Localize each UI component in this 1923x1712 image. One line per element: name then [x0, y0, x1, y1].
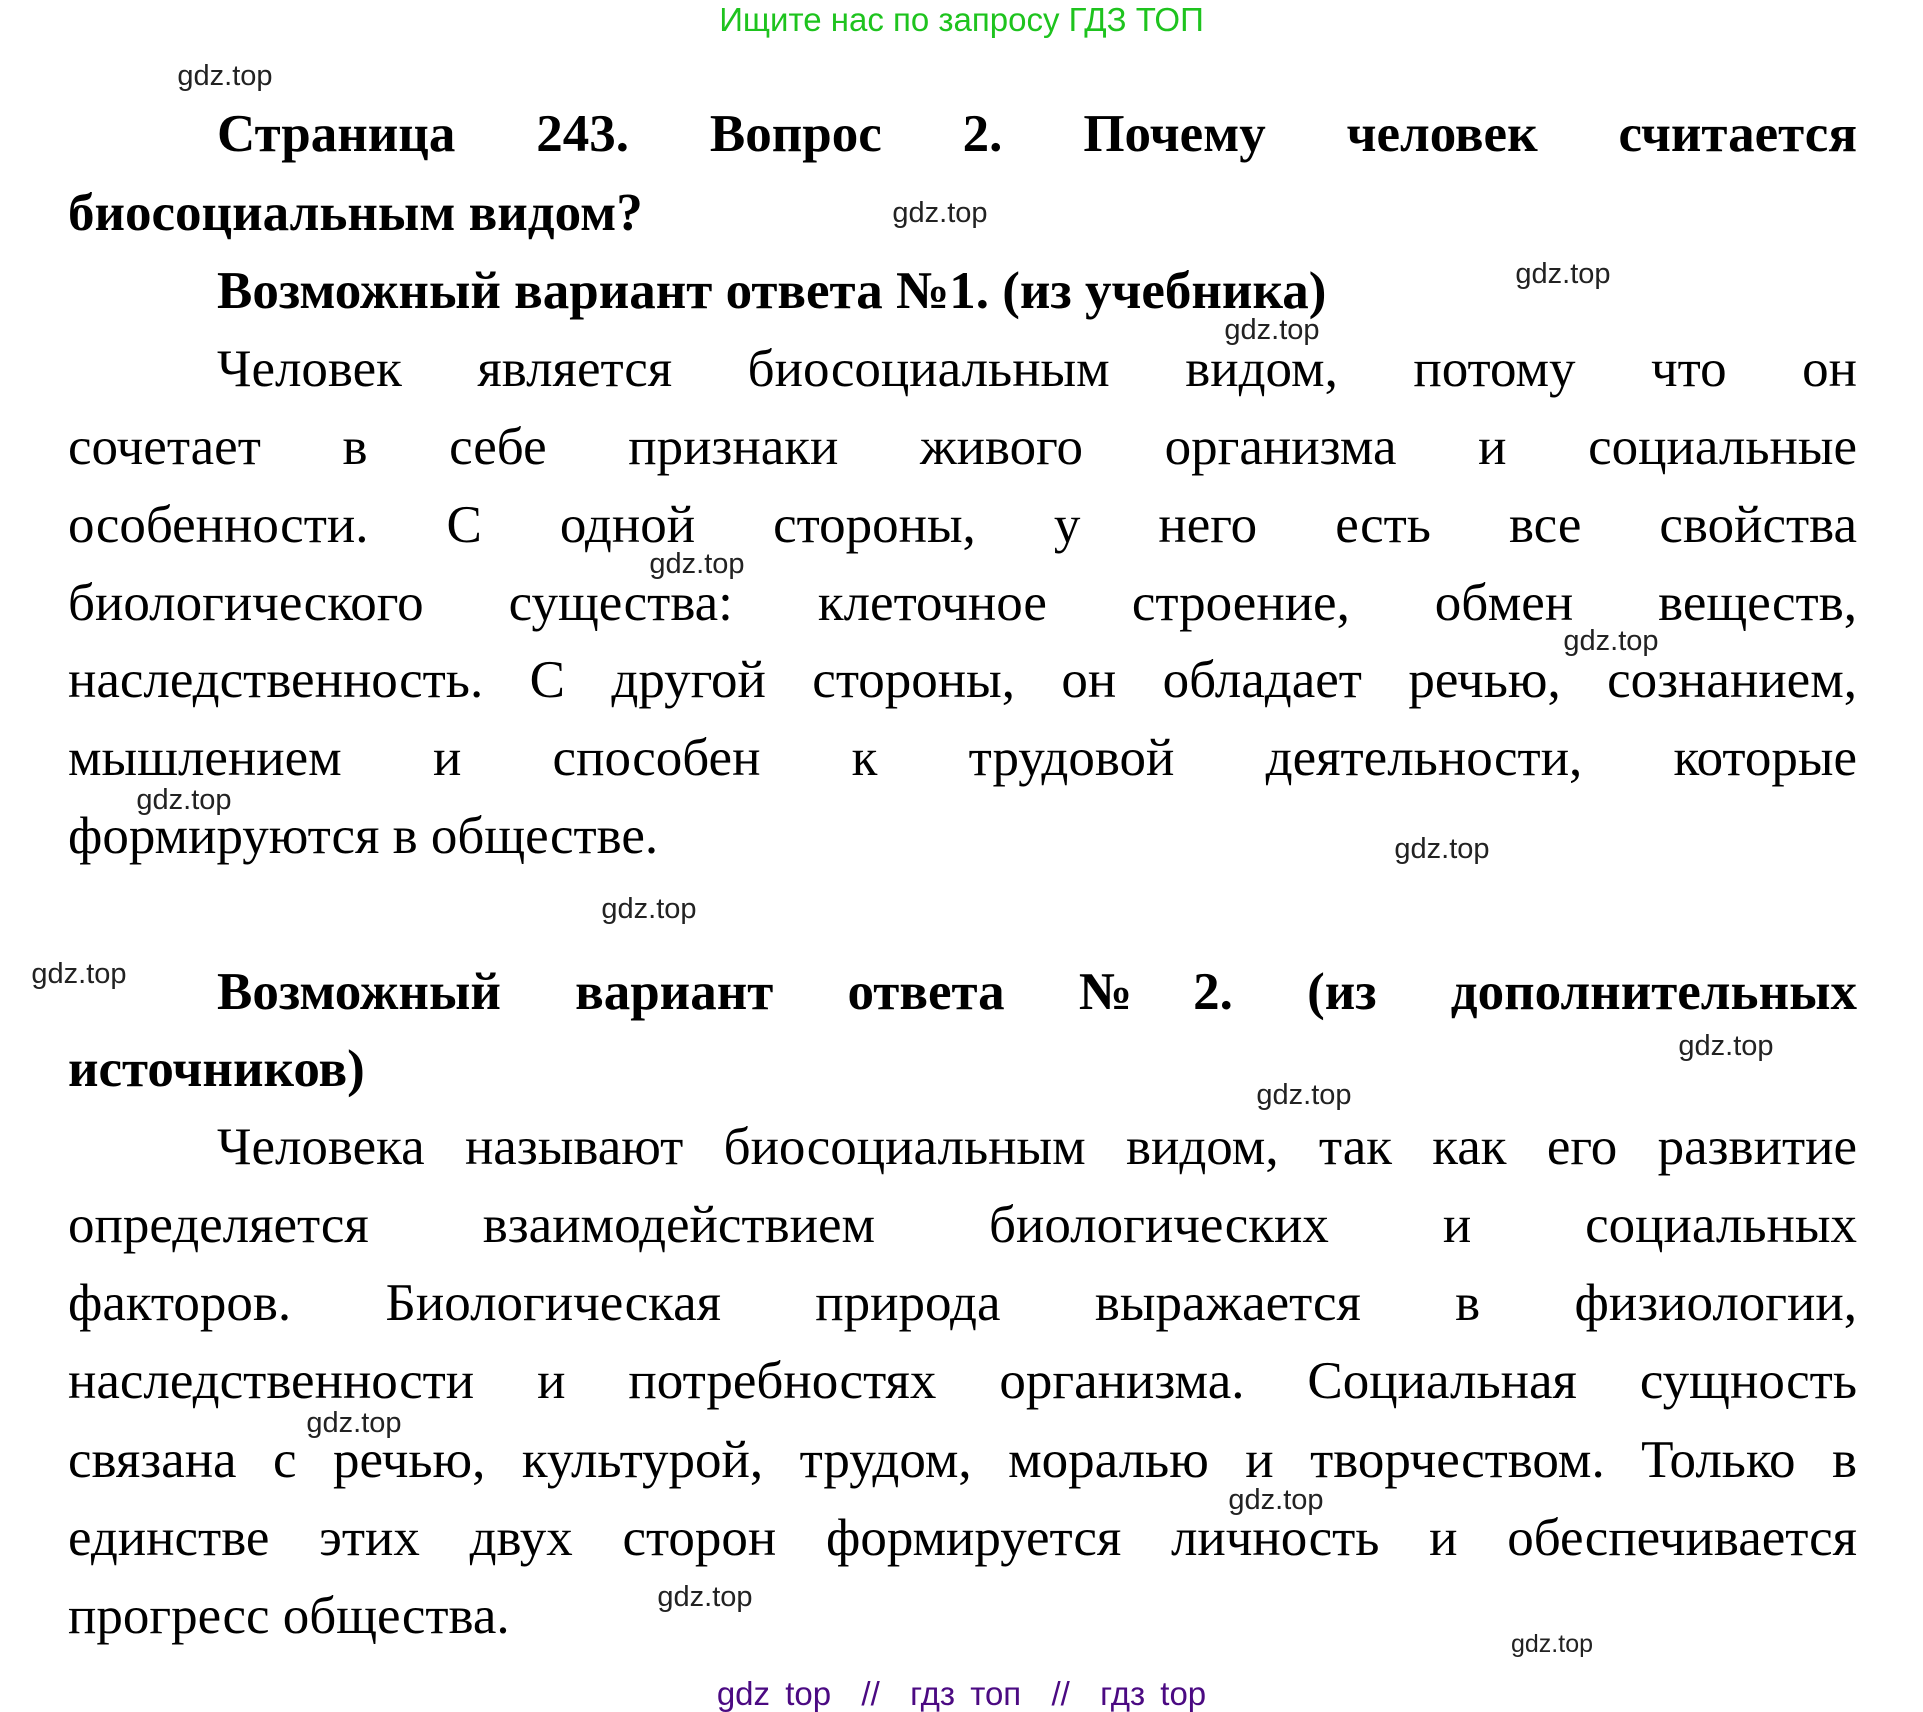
question-title-line-2: биосоциальным видом?: [68, 184, 643, 242]
watermark: gdz.top: [1224, 314, 1320, 346]
question-title-line-1: Страница 243. Вопрос 2. Почему человек считается: [217, 105, 1857, 163]
watermark: gdz.top: [1510, 1630, 1594, 1658]
answer-1-line-7: формируются в обществе.: [68, 807, 659, 865]
answer-2-line-5: связана с речью, культурой, трудом, моралью и творчеством. Только в: [68, 1431, 1857, 1489]
watermark: gdz.top: [1394, 833, 1490, 865]
answer-1-line-2: сочетает в себе признаки живого организма и социальные: [68, 418, 1857, 476]
answer-1-line-5: наследственность. С другой стороны, он обладает речью, сознанием,: [68, 651, 1857, 709]
answer-1-line-1: Человек является биосоциальным видом, потому что он: [217, 340, 1857, 398]
watermark: gdz.top: [136, 784, 232, 816]
watermark: gdz.top: [1515, 258, 1611, 290]
answer-2-line-7: прогресс общества.: [68, 1587, 510, 1645]
answer-1-heading: Возможный вариант ответа №1. (из учебника): [217, 262, 1327, 320]
watermark: gdz.top: [1256, 1079, 1352, 1111]
answer-2-line-2: определяется взаимодействием биологических и социальных: [68, 1196, 1857, 1254]
watermark: gdz.top: [306, 1407, 402, 1439]
watermark: gdz.top: [1678, 1030, 1774, 1062]
watermark: gdz.top: [892, 197, 988, 229]
answer-2-heading-line-2: источников): [68, 1040, 365, 1098]
watermark: gdz.top: [1563, 625, 1659, 657]
watermark: gdz.top: [649, 548, 745, 580]
watermark: gdz.top: [177, 60, 273, 92]
watermark: gdz.top: [1228, 1484, 1324, 1516]
answer-1-line-6: мышлением и способен к трудовой деятельности, которые: [68, 729, 1857, 787]
answer-2-line-1: Человека называют биосоциальным видом, так как его развитие: [217, 1118, 1857, 1176]
watermark: gdz.top: [31, 958, 127, 990]
search-hint-banner: Ищите нас по запросу ГДЗ ТОП: [719, 1, 1204, 38]
watermark: gdz.top: [601, 893, 697, 925]
answer-2-line-6: единстве этих двух сторон формируется личность и обеспечивается: [68, 1509, 1857, 1567]
footer-brand-links: gdz top // гдз топ // гдз top: [716, 1675, 1207, 1712]
watermark: gdz.top: [657, 1581, 753, 1613]
answer-1-line-3: особенности. С одной стороны, у него есть все свойства: [68, 496, 1857, 554]
answer-2-line-4: наследственности и потребностях организма. Социальная сущность: [68, 1352, 1857, 1410]
answer-2-heading-line-1: Возможный вариант ответа №2. (из дополнительных: [217, 963, 1857, 1021]
answer-1-line-4: биологического существа: клеточное строение, обмен веществ,: [68, 574, 1857, 632]
answer-2-line-3: факторов. Биологическая природа выражается в физиологии,: [68, 1274, 1857, 1332]
